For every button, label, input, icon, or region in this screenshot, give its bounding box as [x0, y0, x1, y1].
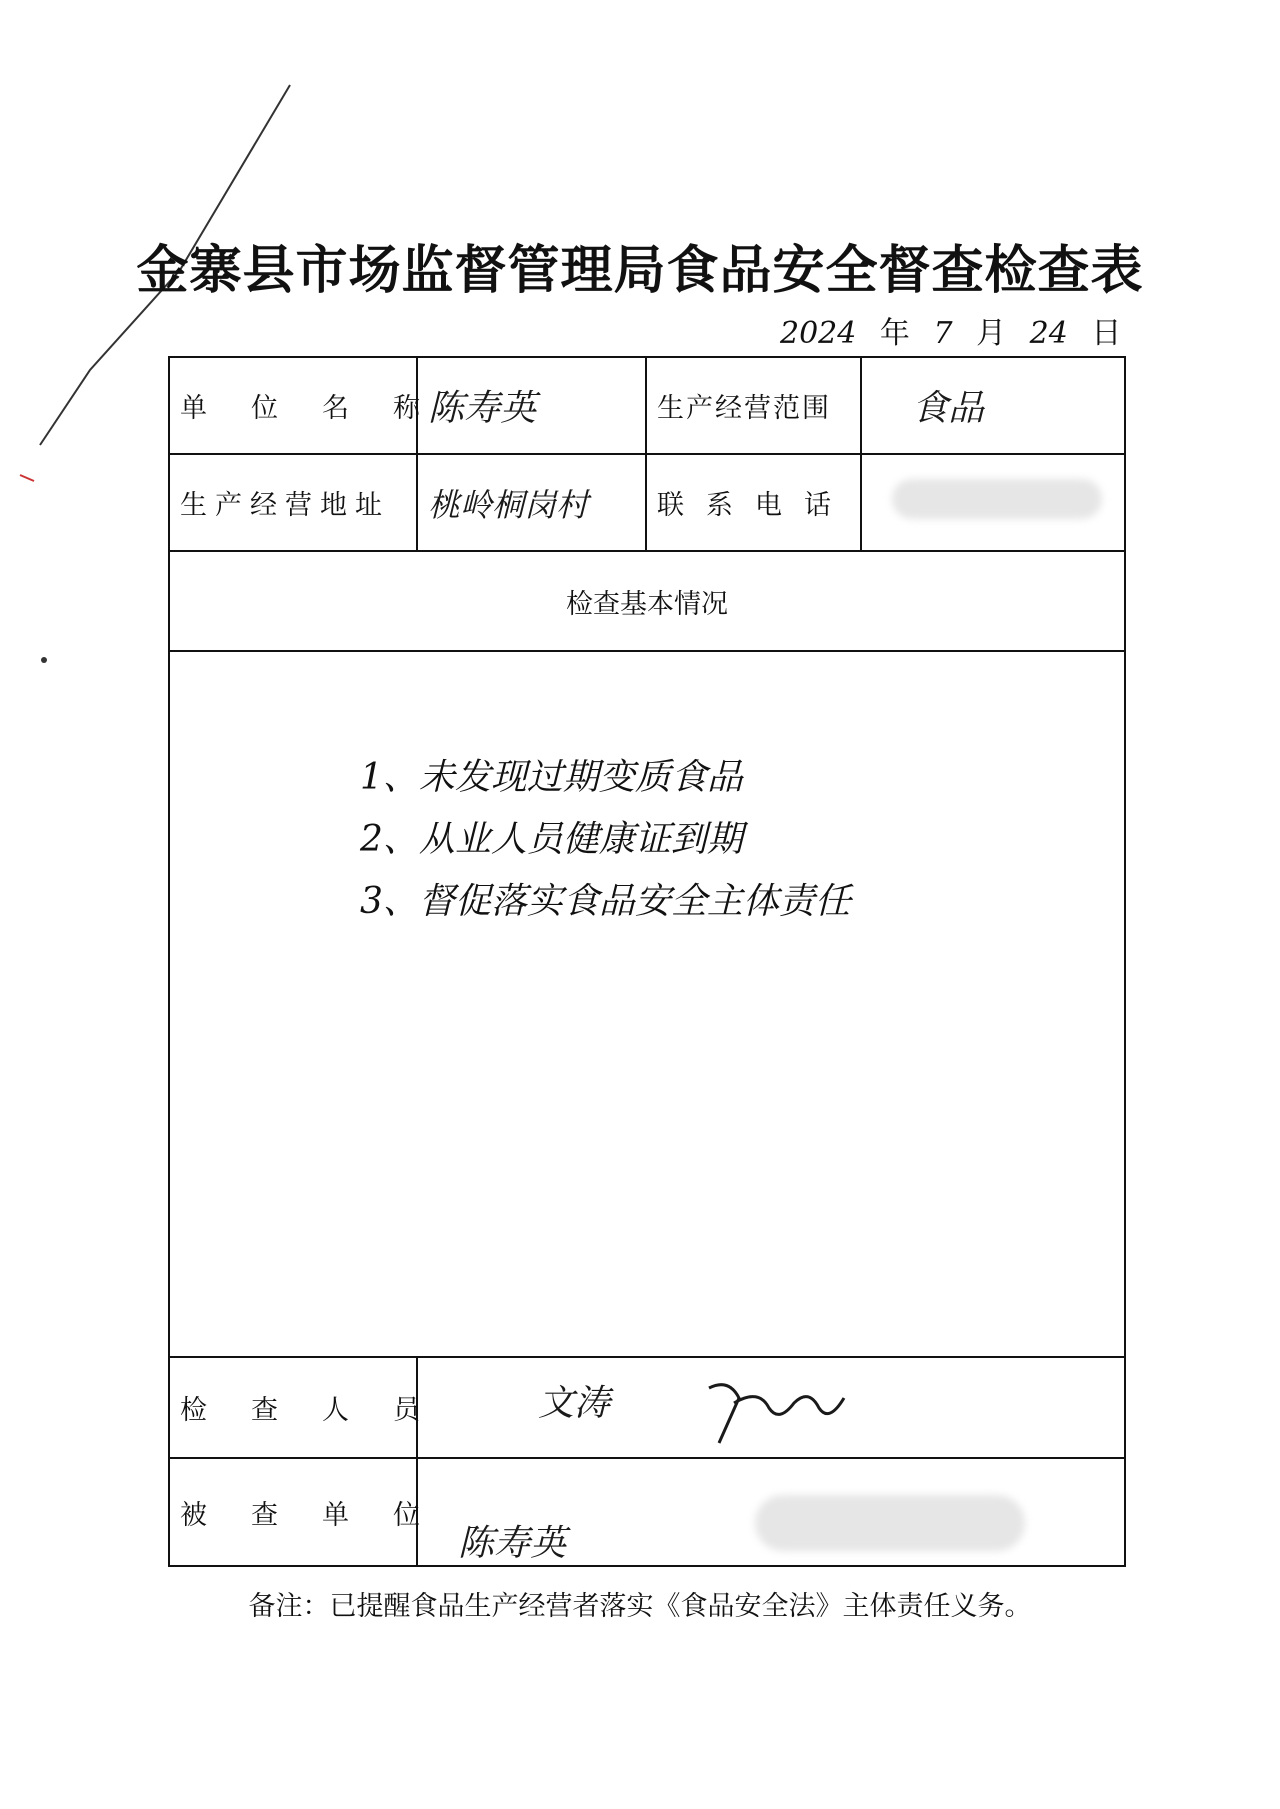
address-label-cell — [169, 454, 417, 551]
address-label: 生产经营地址 — [180, 490, 390, 521]
inspected-unit-value: 陈寿英 — [458, 1522, 567, 1564]
scope-value: 食品 — [912, 388, 985, 429]
inspection-item: 2、从业人员健康证到期 — [360, 819, 743, 860]
unit-name-label-cell — [169, 357, 464, 454]
inspected-unit-label-cell — [169, 1458, 464, 1566]
row-unit-name — [169, 357, 1125, 454]
inspected-unit-value-cell — [417, 1458, 1125, 1566]
inspection-item: 3、督促落实食品安全主体责任 — [360, 881, 851, 922]
unit-name-label: 单位名称 — [180, 393, 464, 424]
row-inspector — [169, 1357, 1125, 1458]
date-year: 2024 — [780, 316, 857, 351]
inspector-name: 文涛 — [538, 1383, 611, 1424]
date-year-unit: 年 — [879, 316, 910, 351]
remark-note: 备注：已提醒食品生产经营者落实《食品安全法》主体责任义务。 — [248, 1591, 1032, 1622]
date-month: 7 — [933, 316, 953, 351]
inspector-label: 检查人员 — [180, 1395, 464, 1426]
form-date — [780, 308, 1135, 352]
inspection-form-table — [168, 356, 1126, 1567]
date-month-unit: 月 — [976, 316, 1007, 351]
unit-name-value: 陈寿英 — [428, 388, 537, 429]
phone-value-redacted — [892, 479, 1102, 519]
inspected-unit-label: 被查单位 — [180, 1499, 464, 1531]
inspection-body-cell — [169, 651, 1125, 1357]
address-value-cell — [417, 454, 646, 551]
unit-name-value-cell — [417, 357, 646, 454]
inspection-items-list — [360, 747, 851, 933]
scope-label-cell — [646, 357, 861, 454]
form-title: 金寨县市场监督管理局食品安全督查检查表 — [136, 241, 1144, 301]
phone-label-cell — [646, 454, 861, 551]
inspector-label-cell — [169, 1357, 464, 1458]
row-inspected-unit — [169, 1458, 1125, 1566]
row-inspection-header — [169, 551, 1125, 651]
inspection-header: 检查基本情况 — [566, 588, 728, 620]
phone-label: 联系电话 — [657, 490, 853, 521]
phone-value-cell — [861, 454, 1125, 551]
scope-value-cell — [861, 357, 1125, 454]
inspection-item: 1、未发现过期变质食品 — [360, 757, 743, 798]
inspector-value-cell — [417, 1357, 1125, 1458]
date-day: 24 — [1029, 316, 1068, 351]
inspected-unit-signature-redacted — [755, 1495, 1025, 1551]
row-inspection-body — [169, 651, 1125, 1357]
scope-label: 生产经营范围 — [657, 393, 831, 424]
row-address — [169, 454, 1125, 551]
address-value: 桃岭桐岗村 — [428, 485, 589, 524]
inspection-header-cell — [169, 551, 1125, 651]
date-day-unit: 日 — [1091, 316, 1122, 351]
inspector-signature — [699, 1368, 849, 1448]
